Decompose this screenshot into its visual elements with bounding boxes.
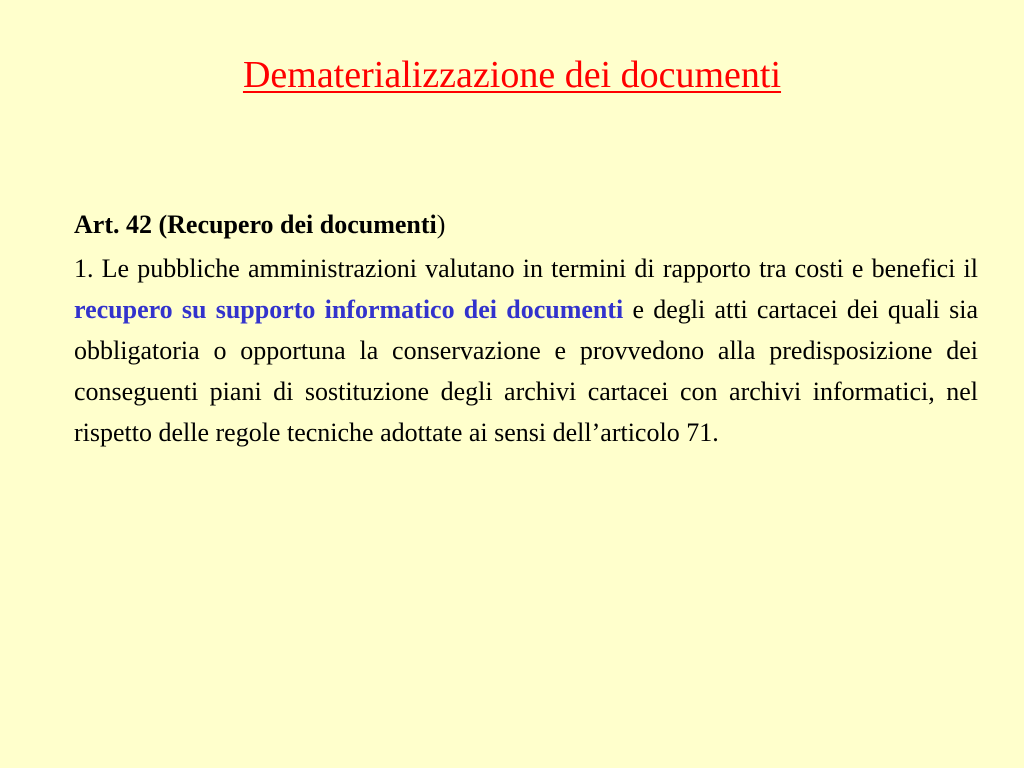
paragraph-highlight: recupero su supporto informatico dei documenti — [74, 295, 624, 324]
article-heading — [74, 204, 978, 245]
article-heading-prefix: Art. 42 ( — [74, 210, 168, 239]
slide-title: Dematerializzazione dei documenti — [242, 54, 782, 96]
article-heading-title: Recupero dei documenti — [167, 210, 437, 239]
paragraph-text-before: 1. Le pubbliche amministrazioni valutano in termini di rapporto tra costi e benefici il — [74, 254, 978, 283]
article-paragraph — [74, 248, 978, 453]
article-heading-suffix: ) — [436, 210, 446, 239]
slide-body — [74, 204, 978, 453]
paragraph-text-after: e degli atti cartacei dei quali sia obbligatoria o opportuna la conservazione e provvedono alla predisposizione dei conseguenti piani di sostituzione degli archivi cartacei con archivi informatici, nel rispetto delle regole tecniche adottate ai sensi dell’articolo 71. — [74, 295, 979, 447]
